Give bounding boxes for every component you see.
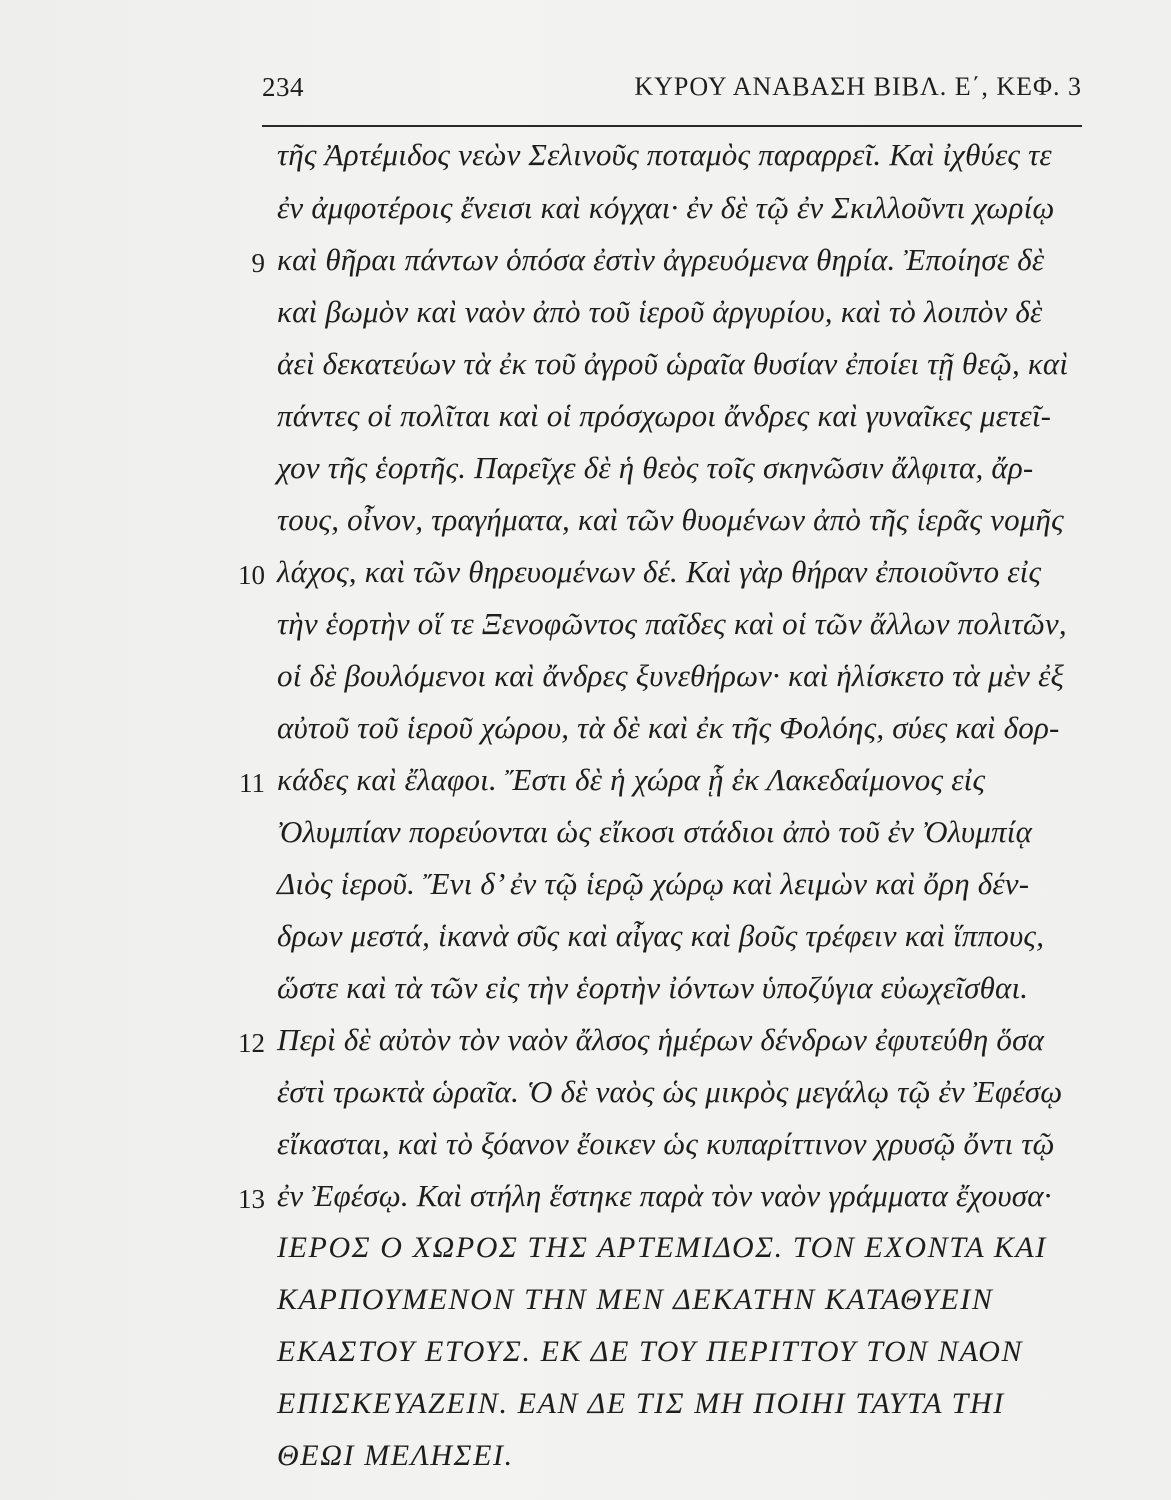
text-line: χον τῆς ἑορτῆς. Παρεῖχε δὲ ἡ θεὸς τοῖς σκηνῶσιν ἄλφιτα, ἄρ-	[277, 450, 1034, 485]
text-line: δρων μεστά, ἱκανὰ σῦς καὶ αἶγας καὶ βοῦς τρέφειν καὶ ἵππους,	[277, 918, 1045, 953]
text-line: λάχος, καὶ τῶν θηρευομένων δέ. Καὶ γὰρ θήραν ἐποιοῦντο εἰς	[277, 554, 1042, 589]
inscription-line: ΙΕΡΟΣ Ο ΧΩΡΟΣ ΤΗΣ ΑΡΤΕΜΙΔΟΣ. ΤΟΝ ΕΧΟΝΤΑ ΚΑΙ	[277, 1231, 1047, 1264]
text-line: τῆς Ἀρτέμιδος νεὼν Σελινοῦς ποταμὸς παραρρεῖ. Καὶ ἰχθύες τε	[277, 137, 1052, 172]
text-line: πάντες οἱ πολῖται καὶ οἱ πρόσχωροι ἄνδρες καὶ γυναῖκες μετεῖ-	[277, 398, 1052, 433]
text-line: ὥστε καὶ τὰ τῶν εἰς τὴν ἑορτὴν ἰόντων ὑποζύγια εὐωχεῖσθαι.	[277, 970, 1029, 1005]
text-line: καὶ θῆραι πάντων ὁπόσα ἐστὶν ἀγρευόμενα θηρία. Ἐποίησε δὲ	[277, 242, 1045, 277]
running-head: ΚΥΡΟΥ ΑΝΑΒΑΣΗ ΒΙΒΛ. Ε΄, ΚΕΦ. 3	[634, 72, 1082, 101]
inscription-line: ΚΑΡΠΟΥΜΕΝΟΝ ΤΗΝ ΜΕΝ ΔΕΚΑΤΗΝ ΚΑΤΑΘΥΕΙΝ	[277, 1283, 994, 1316]
text-line: οἱ δὲ βουλόμενοι καὶ ἄνδρες ξυνεθήρων· καὶ ἡλίσκετο τὰ μὲν ἐξ	[277, 658, 1064, 693]
section-number: 10	[238, 560, 265, 590]
inscription-line: ΘΕΩΙ ΜΕΛΗΣΕΙ.	[277, 1439, 514, 1472]
text-line: ἐν Ἐφέσῳ. Καὶ στήλη ἕστηκε παρὰ τὸν ναὸν γράμματα ἔχουσα·	[277, 1178, 1052, 1213]
text-line: τους, οἶνον, τραγήματα, καὶ τῶν θυομένων ἀπὸ τῆς ἱερᾶς νομῆς	[277, 502, 1064, 537]
section-number: 12	[238, 1028, 265, 1058]
text-line: καὶ βωμὸν καὶ ναὸν ἀπὸ τοῦ ἱεροῦ ἀργυρίου, καὶ τὸ λοιπὸν δὲ	[277, 294, 1043, 329]
inscription-line: ΕΚΑΣΤΟΥ ΕΤΟΥΣ. ΕΚ ΔΕ ΤΟΥ ΠΕΡΙΤΤΟΥ ΤΟΝ ΝΑΟΝ	[277, 1335, 1024, 1368]
text-line: τὴν ἑορτὴν οἵ τε Ξενοφῶντος παῖδες καὶ οἱ τῶν ἄλλων πολιτῶν,	[277, 606, 1067, 641]
inscription-line: ΕΠΙΣΚΕΥΑΖΕΙΝ. ΕΑΝ ΔΕ ΤΙΣ ΜΗ ΠΟΙΗΙ ΤΑΥΤΑ ΤΗΙ	[277, 1387, 1005, 1420]
text-line: αὐτοῦ τοῦ ἱεροῦ χώρου, τὰ δὲ καὶ ἐκ τῆς Φολόης, σύες καὶ δορ-	[277, 710, 1060, 745]
text-line: ἐν ἀμφοτέροις ἔνεισι καὶ κόγχαι· ἐν δὲ τῷ ἐν Σκιλλοῦντι χωρίῳ	[277, 190, 1055, 225]
page-number: 234	[262, 72, 304, 102]
text-line: ἐστὶ τρωκτὰ ὡραῖα. Ὁ δὲ ναὸς ὡς μικρὸς μεγάλῳ τῷ ἐν Ἐφέσῳ	[277, 1074, 1063, 1109]
text-line: κάδες καὶ ἔλαφοι. Ἔστι δὲ ἡ χώρα ᾗ ἐκ Λακεδαίμονος εἰς	[277, 762, 986, 797]
text-line: εἴκασται, καὶ τὸ ξόανον ἔοικεν ὡς κυπαρίττινον χρυσῷ ὄντι τῷ	[277, 1126, 1055, 1161]
text-line: Περὶ δὲ αὐτὸν τὸν ναὸν ἄλσος ἡμέρων δένδρων ἐφυτεύθη ὅσα	[277, 1022, 1045, 1057]
section-number: 13	[238, 1184, 265, 1214]
section-number: 9	[251, 248, 265, 278]
text-line: Ὀλυμπίαν πορεύονται ὡς εἴκοσι στάδιοι ἀπὸ τοῦ ἐν Ὀλυμπίᾳ	[277, 814, 1033, 849]
text-line: Διὸς ἱεροῦ. Ἔνι δ’ ἐν τῷ ἱερῷ χώρῳ καὶ λειμὼν καὶ ὄρη δέν-	[277, 866, 1030, 901]
text-line: ἀεὶ δεκατεύων τὰ ἐκ τοῦ ἀγροῦ ὡραῖα θυσίαν ἐποίει τῇ θεῷ, καὶ	[277, 346, 1069, 381]
section-number: 11	[239, 768, 265, 798]
